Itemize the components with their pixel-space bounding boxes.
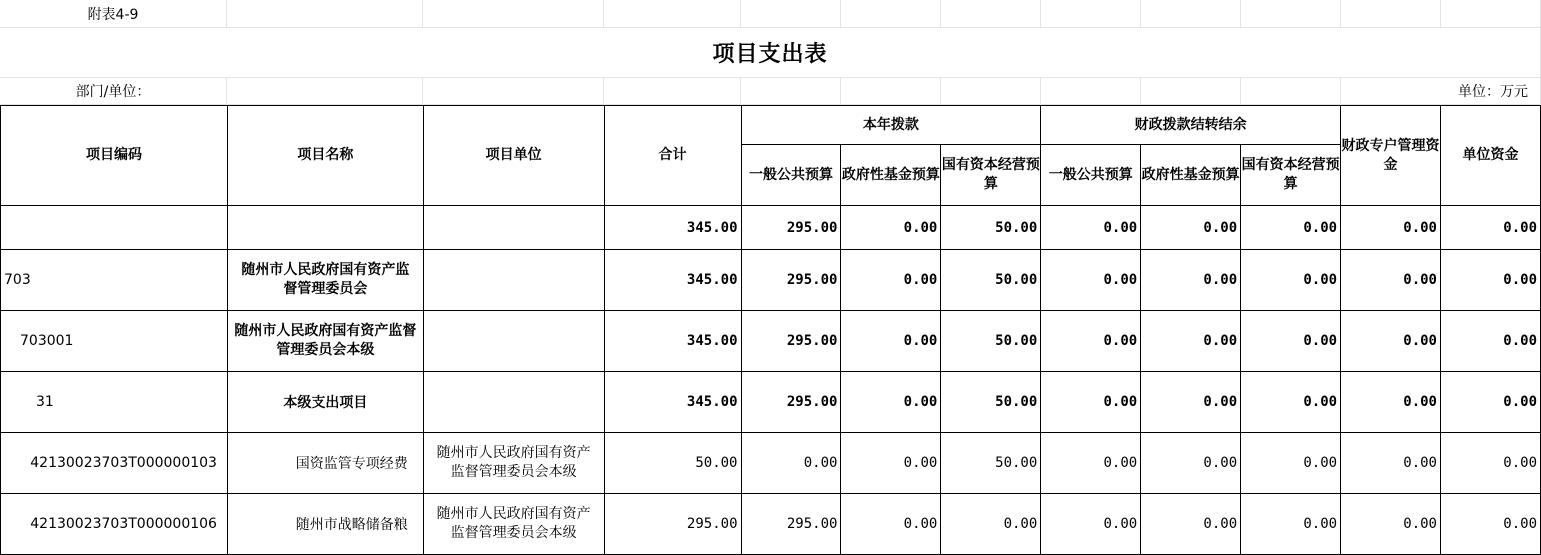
empty-cell: [1341, 0, 1441, 28]
value-cell: 295.00: [741, 494, 841, 555]
value-cell: 0.00: [841, 372, 941, 433]
empty-cell: [227, 0, 423, 28]
value-cell: 50.00: [941, 433, 1041, 494]
value-cell: 50.00: [604, 433, 741, 494]
value-cell: 0.00: [1341, 433, 1441, 494]
value-cell: 0.00: [1341, 311, 1441, 372]
value-cell: 0.00: [1041, 311, 1141, 372]
value-cell: 0.00: [1440, 206, 1540, 250]
table-row: [1, 206, 1541, 250]
value-cell: 50.00: [941, 206, 1041, 250]
empty-cell: [1041, 78, 1141, 105]
empty-cell: [1441, 0, 1541, 28]
value-cell: 0.00: [1241, 433, 1341, 494]
value-cell: 0.00: [1141, 372, 1241, 433]
empty-cell: [1141, 78, 1241, 105]
row-code: 42130023703T000000103: [1, 433, 228, 494]
page-title: 项目支出表: [0, 28, 1541, 78]
empty-cell: [423, 0, 604, 28]
header-current-year: 本年拨款: [741, 106, 1041, 145]
value-cell: 0.00: [1440, 311, 1540, 372]
value-cell: 0.00: [841, 206, 941, 250]
value-cell: 0.00: [1041, 206, 1141, 250]
header-general-budget: 一般公共预算: [741, 145, 841, 206]
empty-cell: [841, 0, 941, 28]
value-cell: 50.00: [941, 250, 1041, 311]
table-row: [1, 372, 1541, 433]
empty-cell: [423, 78, 604, 105]
header-carry-general-budget: 一般公共预算: [1041, 145, 1141, 206]
header-unit: 项目单位: [423, 106, 604, 206]
value-cell: 0.00: [1440, 494, 1540, 555]
value-cell: 0.00: [841, 494, 941, 555]
value-cell: 295.00: [741, 206, 841, 250]
row-name: [227, 206, 423, 250]
value-cell: 0.00: [1041, 372, 1141, 433]
empty-cell: [604, 78, 741, 105]
empty-cell: [741, 0, 841, 28]
empty-cell: [1041, 0, 1141, 28]
value-cell: 0.00: [1440, 433, 1540, 494]
value-cell: 0.00: [841, 433, 941, 494]
row-code: 703001: [1, 311, 228, 372]
value-cell: 345.00: [604, 250, 741, 311]
value-cell: 0.00: [1241, 250, 1341, 311]
value-cell: 0.00: [1241, 494, 1341, 555]
value-cell: 50.00: [941, 311, 1041, 372]
row-unit: 随州市人民政府国有资产监督管理委员会本级: [423, 433, 604, 494]
empty-cell: [841, 78, 941, 105]
empty-cell: [1241, 78, 1341, 105]
row-name: 随州市人民政府国有资产监督管理委员会: [227, 250, 423, 311]
row-code: 703: [1, 250, 228, 311]
table-row: [1, 250, 1541, 311]
value-cell: 0.00: [1341, 372, 1441, 433]
header-carryover: 财政拨款结转结余: [1041, 106, 1341, 145]
value-cell: 0.00: [1241, 372, 1341, 433]
empty-cell: [1241, 0, 1341, 28]
value-cell: 0.00: [741, 433, 841, 494]
value-cell: 0.00: [1341, 206, 1441, 250]
value-cell: 50.00: [941, 372, 1041, 433]
value-cell: 0.00: [1141, 494, 1241, 555]
value-cell: 0.00: [1341, 494, 1441, 555]
row-name: 本级支出项目: [227, 372, 423, 433]
table-row: [1, 311, 1541, 372]
value-cell: 345.00: [604, 372, 741, 433]
value-cell: 0.00: [1341, 250, 1441, 311]
value-cell: 295.00: [604, 494, 741, 555]
header-name: 项目名称: [227, 106, 423, 206]
value-cell: 0.00: [1141, 433, 1241, 494]
value-cell: 0.00: [841, 311, 941, 372]
value-cell: 0.00: [1440, 250, 1540, 311]
header-special-account: 财政专户管理资金: [1341, 106, 1441, 206]
value-cell: 0.00: [941, 494, 1041, 555]
row-name: 随州市人民政府国有资产监督管理委员会本级: [227, 311, 423, 372]
row-unit: [423, 250, 604, 311]
expenditure-table: [0, 105, 1541, 555]
empty-cell: [941, 0, 1041, 28]
empty-cell: [941, 78, 1041, 105]
header-unit-funds: 单位资金: [1440, 106, 1540, 206]
row-unit: [423, 372, 604, 433]
header-code: 项目编码: [1, 106, 228, 206]
row-code: 42130023703T000000106: [1, 494, 228, 555]
value-cell: 295.00: [741, 311, 841, 372]
value-cell: 345.00: [604, 206, 741, 250]
value-cell: 295.00: [741, 372, 841, 433]
empty-cell: [604, 0, 741, 28]
row-code: [1, 206, 228, 250]
empty-cell: [227, 78, 423, 105]
table-row: [1, 494, 1541, 555]
dept-label: 部门/单位：: [0, 78, 227, 105]
header-carry-state-capital: 国有资本经营预算: [1241, 145, 1341, 206]
header-state-capital: 国有资本经营预算: [941, 145, 1041, 206]
header-total: 合计: [604, 106, 741, 206]
unit-label: 单位：万元: [1341, 78, 1541, 105]
empty-cell: [741, 78, 841, 105]
value-cell: 0.00: [1041, 250, 1141, 311]
value-cell: 295.00: [741, 250, 841, 311]
value-cell: 345.00: [604, 311, 741, 372]
header-gov-fund: 政府性基金预算: [841, 145, 941, 206]
value-cell: 0.00: [1241, 206, 1341, 250]
row-name: 随州市战略储备粮: [227, 494, 423, 555]
table-row: [1, 433, 1541, 494]
annex-label: 附表4-9: [0, 0, 227, 28]
row-code: 31: [1, 372, 228, 433]
value-cell: 0.00: [1041, 494, 1141, 555]
value-cell: 0.00: [1141, 206, 1241, 250]
empty-cell: [1141, 0, 1241, 28]
value-cell: 0.00: [1041, 433, 1141, 494]
header-carry-gov-fund: 政府性基金预算: [1141, 145, 1241, 206]
row-unit: [423, 206, 604, 250]
value-cell: 0.00: [1440, 372, 1540, 433]
value-cell: 0.00: [1141, 311, 1241, 372]
value-cell: 0.00: [841, 250, 941, 311]
row-unit: 随州市人民政府国有资产监督管理委员会本级: [423, 494, 604, 555]
row-name: 国资监管专项经费: [227, 433, 423, 494]
value-cell: 0.00: [1241, 311, 1341, 372]
value-cell: 0.00: [1141, 250, 1241, 311]
row-unit: [423, 311, 604, 372]
